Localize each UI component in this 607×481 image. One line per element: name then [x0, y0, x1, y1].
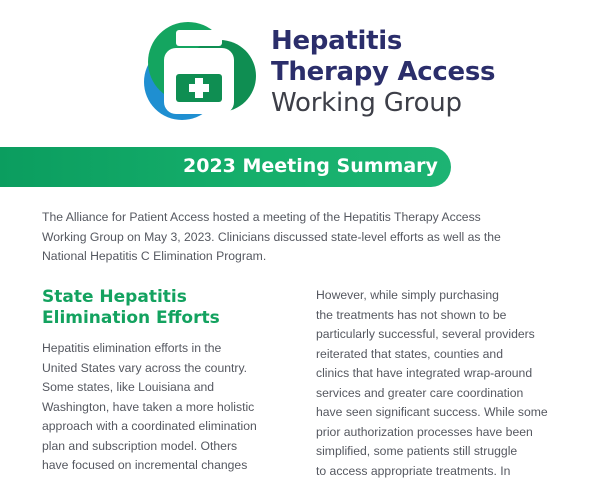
left-body-paragraph [42, 339, 292, 476]
intro-line: The Alliance for Patient Access hosted a meeting of the Hepatitis Therapy Access [42, 208, 572, 228]
body-line: services and greater care coordination [316, 384, 576, 404]
body-line: reiterated that states, counties and [316, 345, 576, 365]
intro-paragraph [42, 208, 572, 267]
intro-line: Working Group on May 3, 2023. Clinicians discussed state-level efforts as well as the [42, 228, 572, 248]
body-line: Washington, have taken a more holistic [42, 398, 292, 418]
body-line: clinics that have integrated wrap-around [316, 364, 576, 384]
left-column [42, 287, 292, 476]
title-banner [0, 147, 451, 187]
right-column [316, 286, 576, 481]
section-heading [42, 287, 292, 329]
body-line: the treatments has not shown to be [316, 306, 576, 326]
body-line: However, while simply purchasing [316, 286, 576, 306]
body-line: simplified, some patients still struggle [316, 442, 576, 462]
body-line: prior authorization processes have been [316, 423, 576, 443]
body-line: have focused on incremental changes [42, 456, 292, 476]
medicine-bottle-cross-icon [140, 20, 258, 126]
intro-line: National Hepatitis C Elimination Program. [42, 247, 572, 267]
logo-line-hepatitis: Hepatitis [271, 28, 495, 59]
logo-line-working-group: Working Group [271, 90, 495, 116]
logo-wordmark [271, 28, 495, 116]
section-heading-line: State Hepatitis [42, 287, 292, 308]
body-line: approach with a coordinated elimination [42, 417, 292, 437]
right-body-paragraph [316, 286, 576, 481]
body-line: Hepatitis elimination efforts in the [42, 339, 292, 359]
page-title: 2023 Meeting Summary [183, 155, 438, 177]
body-line: have seen significant success. While some [316, 403, 576, 423]
body-line: Some states, like Louisiana and [42, 378, 292, 398]
body-line: particularly successful, several providers [316, 325, 576, 345]
body-line: to access appropriate treatments. In [316, 462, 576, 481]
body-line: plan and subscription model. Others [42, 437, 292, 457]
logo-line-therapy-access: Therapy Access [271, 59, 495, 90]
body-line: United States vary across the country. [42, 359, 292, 379]
section-heading-line: Elimination Efforts [42, 308, 292, 329]
